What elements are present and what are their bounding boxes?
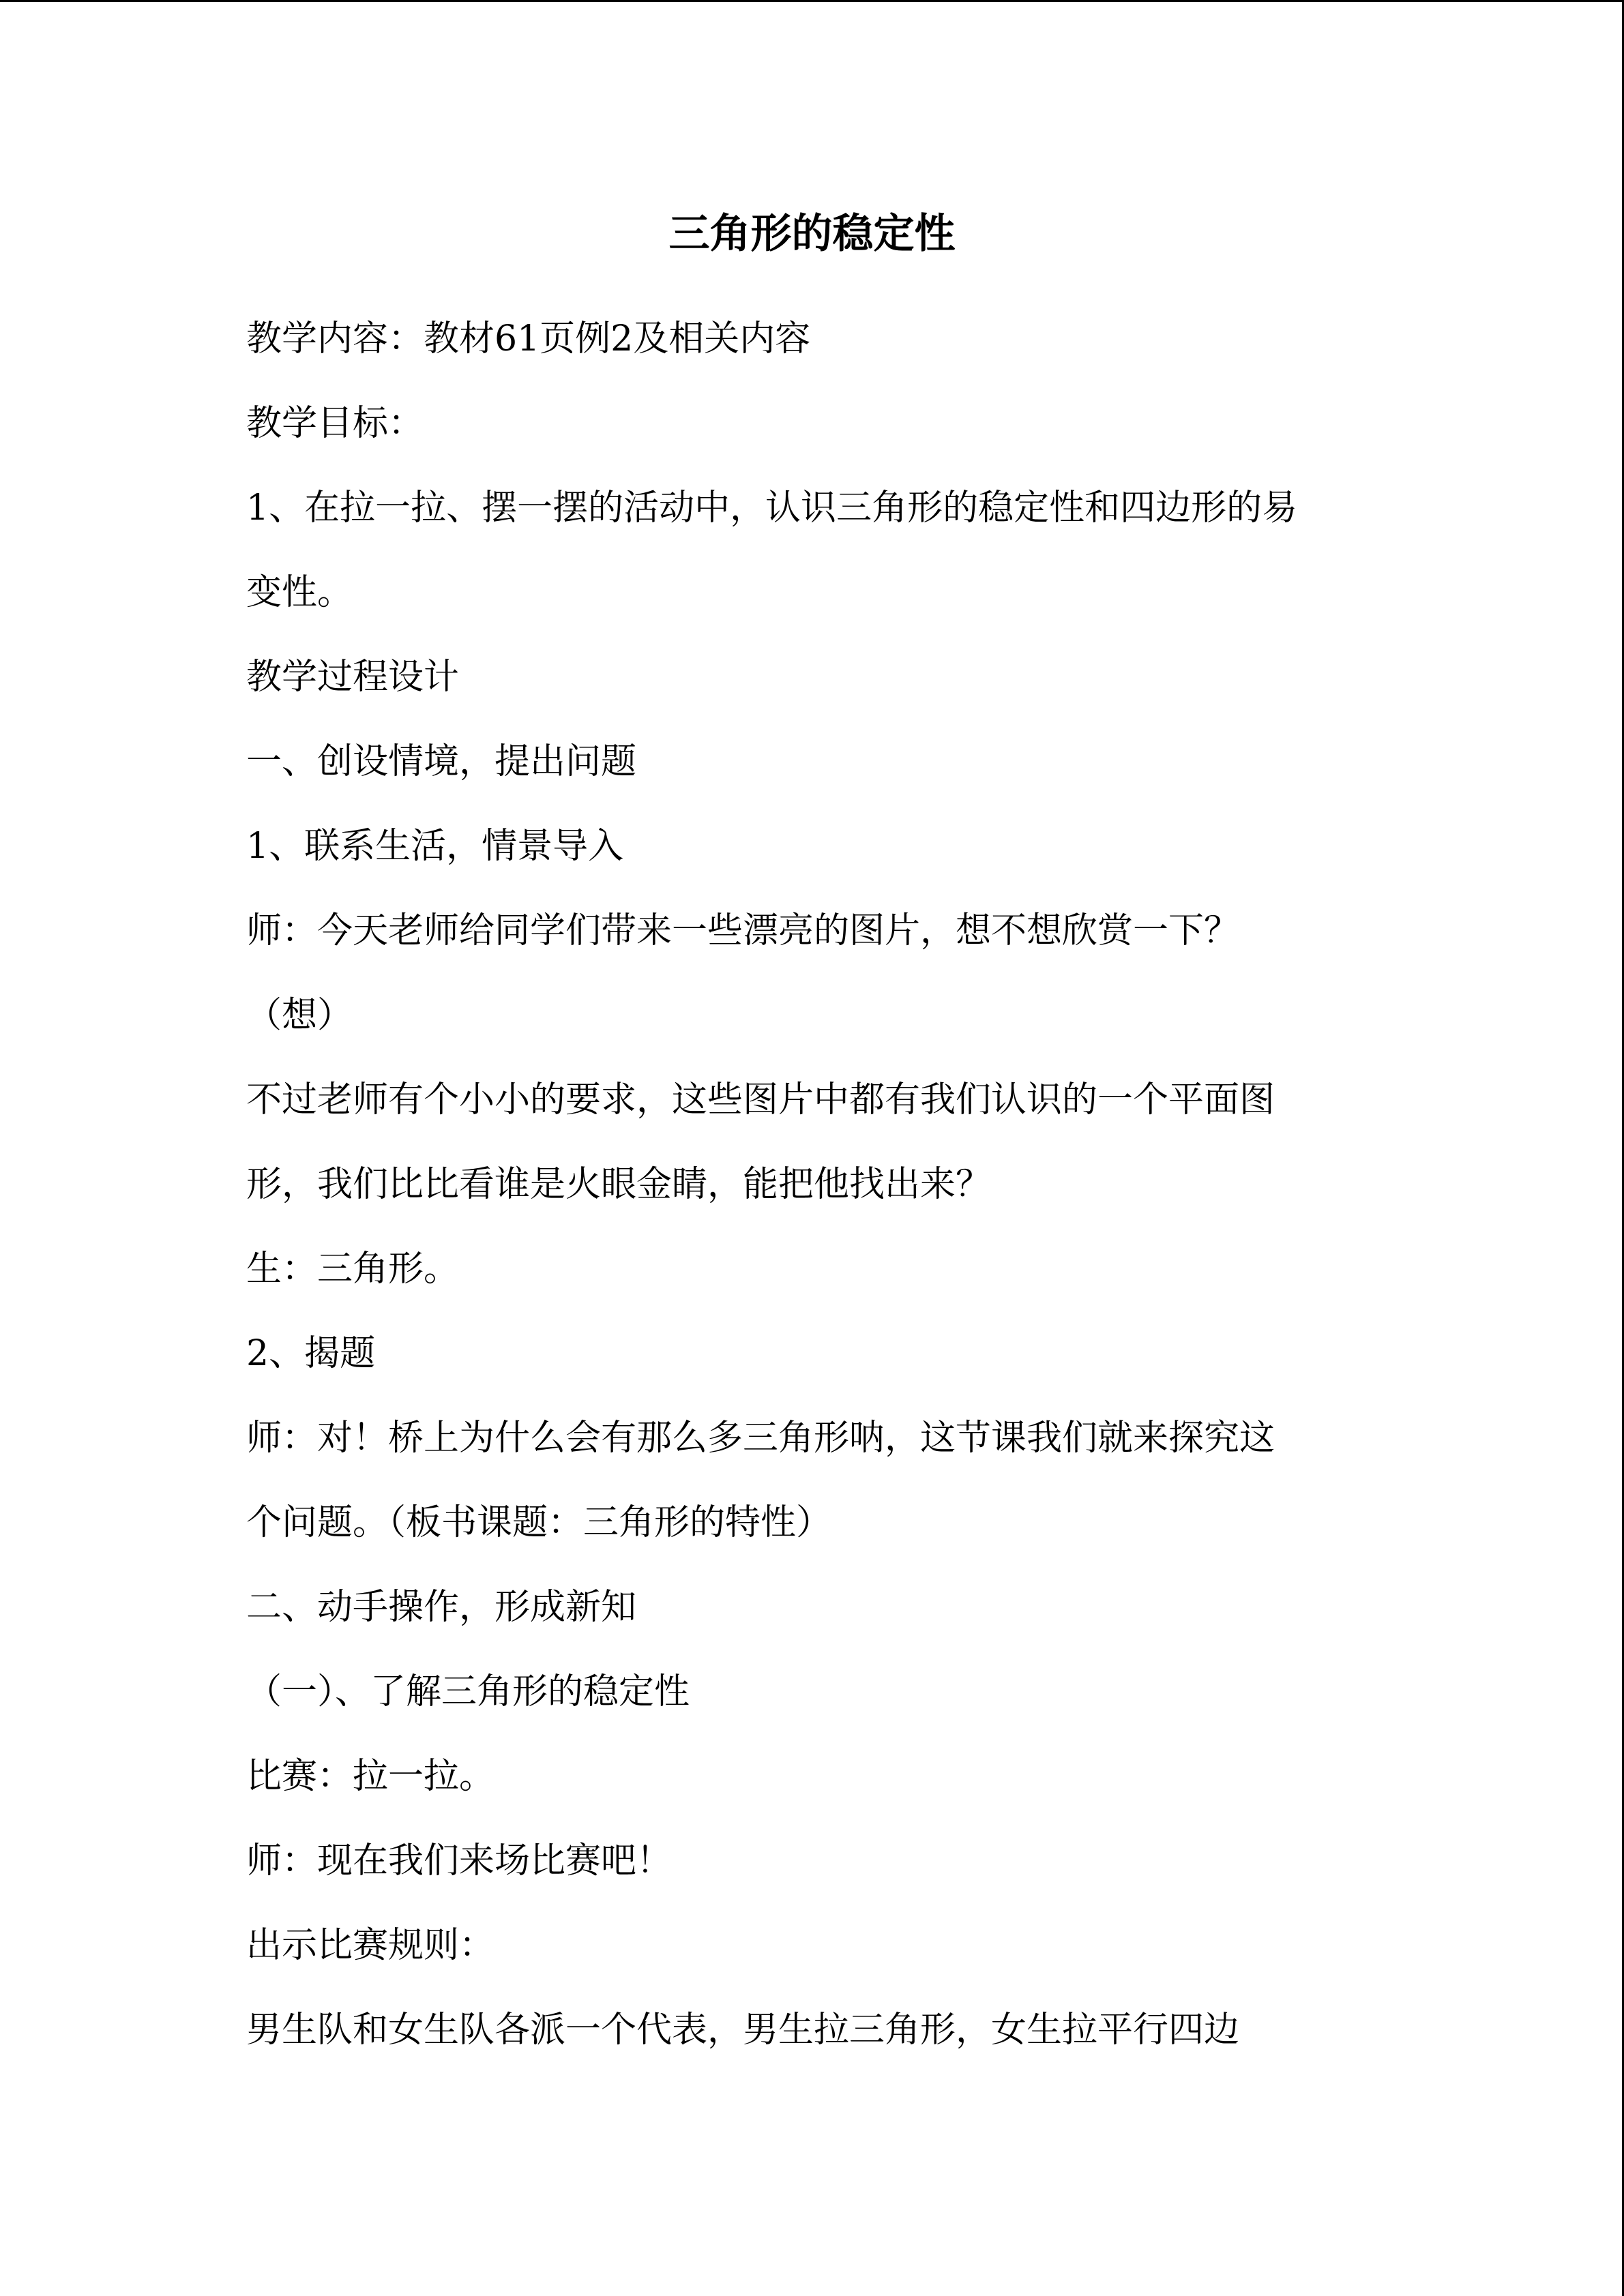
text-line-goal-1-cont: 变性。 [246,572,353,613]
text-line-section-2: 二、动手操作，形成新知 [246,1587,637,1628]
text-line-section-1: 一、创设情境，提出问题 [246,741,637,782]
text-line-rules-detail: 男生队和女生队各派一个代表，男生拉三角形，女生拉平行四边 [246,2010,1240,2051]
text-line-teaching-goals: 教学目标： [246,403,424,444]
text-line-contest: 比赛：拉一拉。 [246,1756,495,1797]
text-line-process-design: 教学过程设计 [246,657,460,698]
text-line-goal-1: 1、在拉一拉、摆一摆的活动中，认识三角形的稳定性和四边形的易 [246,488,1298,528]
text-line-teacher-2-cont: 个问题。（板书课题：三角形的特性） [246,1502,832,1543]
text-line-requirement: 不过老师有个小小的要求，这些图片中都有我们认识的一个平面图 [246,1079,1275,1120]
document-title: 三角形的稳定性 [668,210,956,258]
text-line-teaching-content: 教学内容：教材61页例2及相关内容 [246,318,811,359]
text-line-step-2: 2、揭题 [246,1333,376,1374]
text-line-teacher-3: 师：现在我们来场比赛吧！ [246,1840,673,1881]
text-line-teacher-2: 师：对！桥上为什么会有那么多三角形呐，这节课我们就来探究这 [246,1418,1275,1459]
text-line-teacher-1: 师：今天老师给同学们带来一些漂亮的图片，想不想欣赏一下？ [246,910,1240,951]
text-line-rules: 出示比赛规则： [246,1925,495,1966]
text-line-subsection-1: （一）、了解三角形的稳定性 [246,1671,690,1712]
text-line-answer-1: （想） [246,995,353,1036]
text-line-requirement-cont: 形，我们比比看谁是火眼金睛，能把他找出来？ [246,1164,992,1205]
text-line-step-1: 1、联系生活，情景导入 [246,826,624,867]
document-body [246,297,1406,2072]
text-line-student-1: 生：三角形。 [246,1249,460,1289]
